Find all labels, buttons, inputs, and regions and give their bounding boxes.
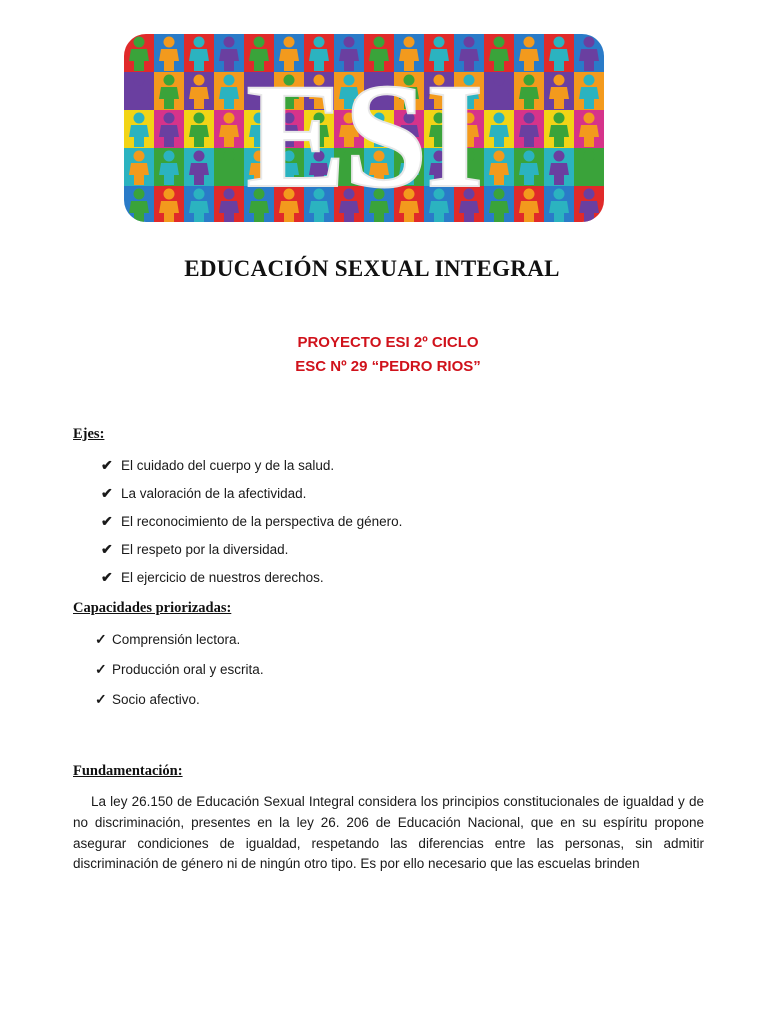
figure-head: [554, 189, 565, 200]
figure-head: [284, 37, 295, 48]
capacidades-item: ✓ Comprensión lectora.: [95, 631, 241, 647]
page-title: EDUCACIÓN SEXUAL INTEGRAL: [184, 256, 560, 281]
fundamentacion-paragraph: La ley 26.150 de Educación Sexual Integral considera los principios constitucionales de igualdad y de no discriminación, presentes en la ley 26. 206 de Educación Nacional, que en su espíritu propone asegurar condiciones de igualdad, respetando las diferencias entre las personas, sin admitir discriminación de género ni de ningún otro tipo. Es por ello necesario que las escuelas brinden: [73, 794, 704, 872]
esi-logo: [124, 34, 604, 222]
figure-head: [524, 37, 535, 48]
figure-head: [494, 151, 505, 162]
figure-head: [404, 37, 415, 48]
figure-head: [554, 75, 565, 86]
figure-head: [134, 189, 145, 200]
figure-head: [494, 189, 505, 200]
figure-head: [134, 113, 145, 124]
figure-head: [224, 75, 235, 86]
check-icon: ✓: [95, 631, 107, 647]
figure-head: [434, 37, 445, 48]
figure-head: [194, 151, 205, 162]
project-subtitle: PROYECTO ESI 2º CICLO: [297, 334, 479, 351]
ejes-item: ✔ El respeto por la diversidad.: [101, 541, 289, 557]
figure-head: [524, 113, 535, 124]
figure-head: [584, 189, 595, 200]
figure-head: [134, 37, 145, 48]
figure-head: [314, 37, 325, 48]
figure-head: [194, 189, 205, 200]
capacidades-item: ✓ Socio afectivo.: [95, 691, 200, 707]
esi-logo-text: ESI: [246, 53, 482, 219]
figure-head: [464, 37, 475, 48]
figure-head: [494, 75, 505, 86]
figure-head: [584, 37, 595, 48]
check-icon: ✔: [101, 457, 113, 473]
figure-head: [194, 75, 205, 86]
figure-head: [494, 37, 505, 48]
ejes-item: ✔ El cuidado del cuerpo y de la salud.: [101, 457, 335, 473]
figure-head: [164, 151, 175, 162]
figure-head: [224, 37, 235, 48]
figure-head: [224, 151, 235, 162]
figure-head: [164, 189, 175, 200]
figure-head: [224, 113, 235, 124]
capacidades-heading: Capacidades priorizadas:: [73, 600, 232, 616]
figure-head: [584, 151, 595, 162]
figure-head: [134, 75, 145, 86]
ejes-item: ✔ La valoración de la afectividad.: [101, 485, 307, 501]
check-icon: ✔: [101, 485, 113, 501]
figure-head: [374, 37, 385, 48]
check-icon: ✔: [101, 569, 113, 585]
figure-head: [194, 113, 205, 124]
figure-head: [524, 189, 535, 200]
figure-head: [164, 75, 175, 86]
figure-head: [494, 113, 505, 124]
figure-head: [224, 189, 235, 200]
capacidades-item: ✓ Producción oral y escrita.: [95, 661, 264, 677]
figure-head: [554, 151, 565, 162]
figure-head: [524, 75, 535, 86]
figure-head: [254, 37, 265, 48]
esi-logo-graphic: [124, 34, 604, 222]
figure-head: [524, 151, 535, 162]
ejes-item: ✔ El ejercicio de nuestros derechos.: [101, 569, 324, 585]
figure-head: [164, 113, 175, 124]
check-icon: ✔: [101, 513, 113, 529]
figure-head: [134, 151, 145, 162]
school-subtitle: ESC Nº 29 “PEDRO RIOS”: [295, 358, 481, 375]
figure-head: [194, 37, 205, 48]
figure-head: [344, 37, 355, 48]
ejes-item: ✔ El reconocimiento de la perspectiva de género.: [101, 513, 403, 529]
figure-head: [554, 113, 565, 124]
check-icon: ✔: [101, 541, 113, 557]
check-icon: ✓: [95, 661, 107, 677]
figure-head: [584, 75, 595, 86]
fundamentacion-heading: Fundamentación:: [73, 763, 183, 779]
ejes-heading: Ejes:: [73, 426, 105, 442]
figure-head: [164, 37, 175, 48]
figure-head: [554, 37, 565, 48]
check-icon: ✓: [95, 691, 107, 707]
figure-head: [584, 113, 595, 124]
